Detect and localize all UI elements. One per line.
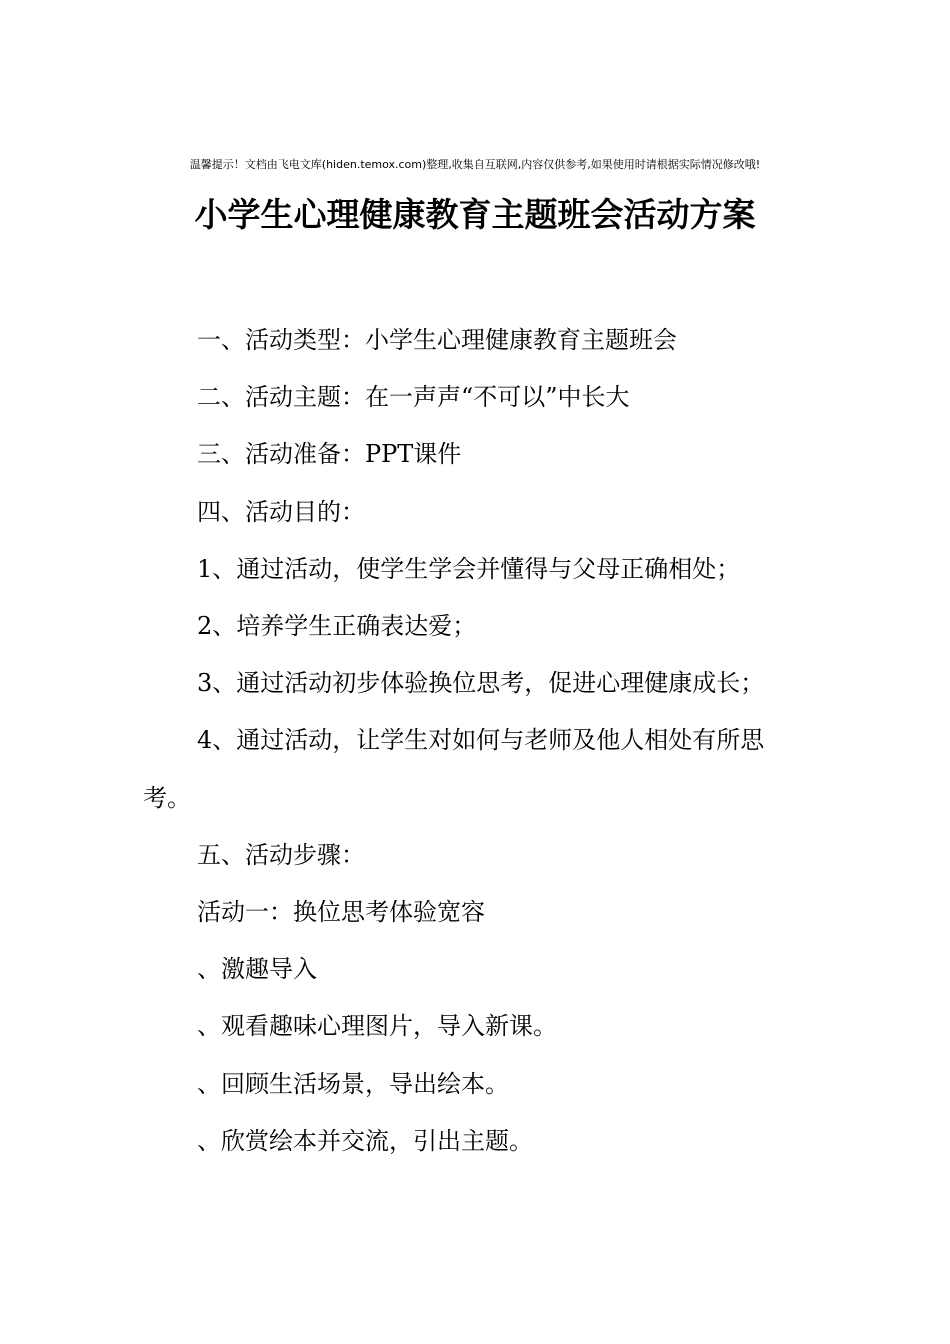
paragraph-step-appreciate: 、欣赏绘本并交流，引出主题。 [197, 1126, 533, 1155]
paragraph-step-pictures: 、观看趣味心理图片，导入新课。 [197, 1012, 557, 1041]
header-notice: 温馨提示！文档由飞电文库(hiden.temox.com)整理,收集自互联网,内容仅供参考,如果使用时请根据实际情况修改哦! [189, 158, 761, 171]
paragraph-goal-2: 2、培养学生正确表达爱； [197, 612, 477, 641]
paragraph-activity-theme: 二、活动主题：在一声声“不可以”中长大 [197, 383, 630, 412]
paragraph-step-review: 、回顾生活场景，导出绘本。 [197, 1069, 509, 1098]
paragraph-step-intro: 、激趣导入 [197, 955, 317, 984]
paragraph-activity-steps-heading: 五、活动步骤： [197, 840, 365, 869]
paragraph-goal-4: 4、通过活动，让学生对如何与老师及他人相处有所思考。 [143, 726, 765, 812]
paragraph-activity-preparation: 三、活动准备：PPT课件 [197, 440, 462, 469]
paragraph-activity-type: 一、活动类型：小学生心理健康教育主题班会 [197, 326, 677, 354]
document-body [143, 312, 807, 1170]
paragraph-goal-1: 1、通过活动，使学生学会并懂得与父母正确相处； [197, 554, 741, 583]
document-title: 小学生心理健康教育主题班会活动方案 [194, 195, 756, 234]
paragraph-goal-3: 3、通过活动初步体验换位思考，促进心理健康成长； [197, 669, 765, 698]
paragraph-activity-one: 活动一：换位思考体验宽容 [197, 898, 485, 927]
paragraph-activity-goals-heading: 四、活动目的： [197, 497, 365, 526]
